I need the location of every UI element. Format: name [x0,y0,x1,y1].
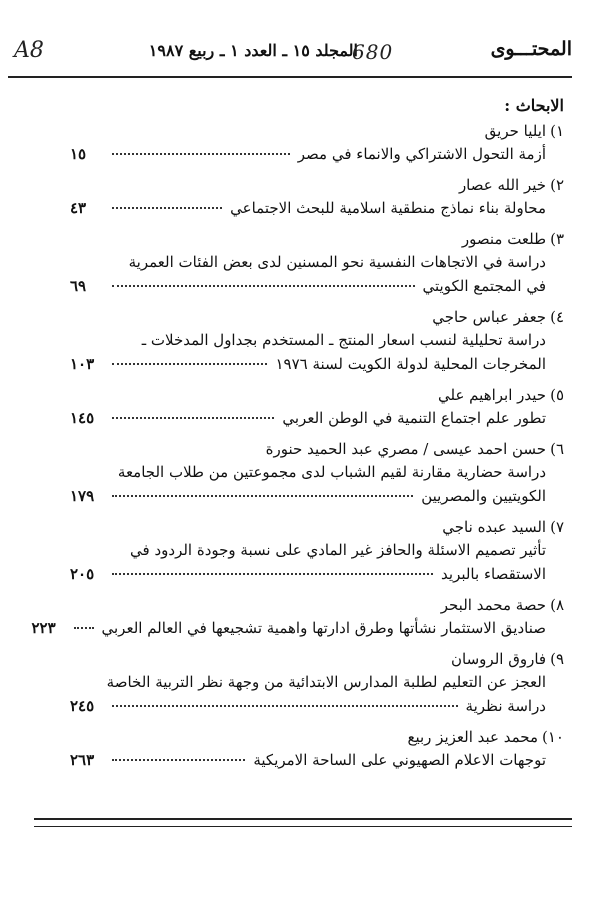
article-title-row [70,406,564,430]
article-title-row [70,274,564,298]
author-line [70,306,564,328]
article-title-line: في المجتمع الكويتي [422,277,546,295]
entry-number: ٤) [550,308,564,326]
entry-number: ١٠) [542,728,564,746]
header [8,38,572,72]
author-line [70,648,564,670]
author-line [70,174,564,196]
contents-entry [70,438,564,508]
article-title-line: العجز عن التعليم لطلبة المدارس الابتدائية من وجهة نظر التربية الخاصة [106,673,546,691]
author-line [70,594,564,616]
author-name: طلعت منصور [461,230,547,248]
page-number: ٦٩ [70,277,87,295]
author-line [70,228,564,250]
author-name: حيدر ابراهيم علي [438,386,547,404]
article-title-line: أزمة التحول الاشتراكي والانماء في مصر [297,145,546,163]
contents-entry [70,516,564,586]
article-title-line: تطور علم اجتماع التنمية في الوطن العربي [282,409,546,427]
entry-number: ٣) [550,230,564,248]
article-title-row [70,352,564,376]
contents-entry [70,384,564,430]
dot-leader [112,705,458,707]
article-title-row [70,748,564,772]
article-title-line: دراسة تحليلية لنسب اسعار المنتج ـ المستخدم بجداول المدخلات ـ [141,331,546,349]
author-name: محمد عبد العزيز ربيع [407,728,539,746]
article-title-line: صناديق الاستثمار نشأتها وطرق ادارتها واهمية تشجيعها في العالم العربي [101,619,546,637]
page-number: ٢٢٣ [31,619,56,637]
entry-number: ٦) [550,440,564,458]
dot-leader [112,759,245,761]
page-number: ٤٣ [70,199,87,217]
handwritten-page-number: A8 [14,38,44,63]
entry-number: ٢) [550,176,564,194]
author-name: ايليا حريق [484,122,547,140]
author-name: جعفر عباس حاجي [432,308,547,326]
dot-leader [112,285,415,287]
author-line [70,384,564,406]
article-title-line: دراسة في الاتجاهات النفسية نحو المسنين لدى بعض الفئات العمرية [128,253,546,271]
article-title-line: توجهات الاعلام الصهيوني على الساحة الامريكية [253,751,546,769]
author-line [70,438,564,460]
dot-leader [74,627,94,629]
article-title-line: المخرجات المحلية لدولة الكويت لسنة ١٩٧٦ [275,355,546,373]
author-name: حسن احمد عيسى / مصري عبد الحميد حنورة [265,440,547,458]
article-title-row [70,196,564,220]
author-line [70,726,564,748]
author-name: السيد عبده ناجي [442,518,547,536]
contents-entry [31,594,564,640]
issue-info: المجلد ١٥ ـ العدد ١ ـ ربيع ١٩٨٧ [148,41,358,60]
contents-entry [70,726,564,772]
article-title-row [31,616,564,640]
article-title-line: الاستقصاء بالبريد [441,565,546,583]
dot-leader [112,153,290,155]
page-title: المحتـــوى [490,38,572,60]
entry-number: ٥) [550,386,564,404]
contents-list [31,120,564,780]
entry-number: ٩) [550,650,564,668]
article-title-line: دراسة نظرية [465,697,546,715]
contents-entry [70,228,564,298]
dot-leader [112,417,274,419]
author-name: خير الله عصار [458,176,547,194]
article-title-row [70,484,564,508]
dot-leader [112,207,222,209]
page-number: ١٧٩ [70,487,95,505]
contents-entry [70,120,564,166]
page-number: ١٥ [70,145,87,163]
author-line [70,120,564,142]
entry-number: ٨) [550,596,564,614]
header-rule [8,76,572,78]
article-title-line: محاولة بناء نماذج منطقية اسلامية للبحث الاجتماعي [230,199,546,217]
contents-entry [70,174,564,220]
contents-entry [70,648,564,718]
article-title-row [70,562,564,586]
author-name: حصة محمد البحر [440,596,547,614]
article-title-row [70,142,564,166]
page-number: ١٠٣ [70,355,95,373]
article-title-line: دراسة حضارية مقارنة لقيم الشباب لدى مجموعتين من طلاب الجامعة [117,463,546,481]
author-name: فاروق الروسان [451,650,547,668]
section-title: الابحاث : [504,96,564,115]
page-number: ٢٠٥ [70,565,95,583]
footer-rule-thin [34,826,572,827]
article-title-line: الكويتيين والمصريين [421,487,546,505]
page-number: ٢٦٣ [70,751,95,769]
page-number: ١٤٥ [70,409,95,427]
handwritten-mark: 680 [352,40,394,64]
dot-leader [112,573,433,575]
contents-entry [70,306,564,376]
page-number: ٢٤٥ [70,697,95,715]
author-line [70,516,564,538]
article-title-row [70,694,564,718]
entry-number: ١) [550,122,564,140]
footer-rule [34,818,572,820]
dot-leader [112,363,267,365]
dot-leader [112,495,413,497]
entry-number: ٧) [550,518,564,536]
article-title-line: تأثير تصميم الاسئلة والحافز غير المادي على نسبة وجودة الردود في [130,541,546,559]
